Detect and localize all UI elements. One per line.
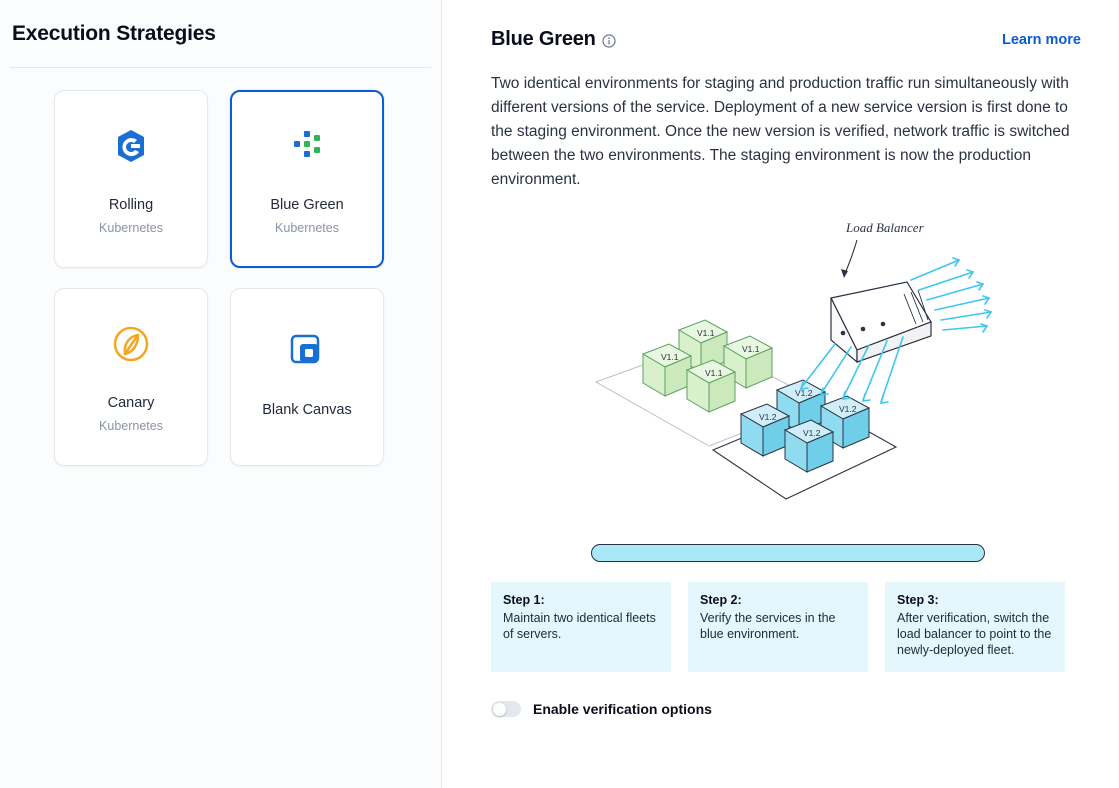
strategy-card-sub: Kubernetes: [99, 418, 163, 433]
execution-strategies-panel: [0, 0, 442, 788]
detail-description: Two identical environments for staging and production traffic run simultaneously with different versions of the service. Deployment of a new service version is first done to the staging environment. Once the new version is verified, network traffic is switched between the two environments. The staging environment is now the production environment.: [491, 75, 1070, 188]
strategy-card-canary[interactable]: [54, 288, 208, 466]
detail-title-group: [491, 28, 616, 51]
svg-text:V1.2: V1.2: [795, 388, 813, 398]
load-balancer-label: Load Balancer: [846, 220, 924, 235]
detail-title: Blue Green: [491, 28, 596, 50]
toggle-knob: [493, 703, 506, 716]
strategy-card-blue-green[interactable]: [230, 90, 384, 268]
rolling-icon: [108, 123, 154, 169]
strategy-card-rolling[interactable]: [54, 90, 208, 268]
page-title: Execution Strategies: [12, 22, 216, 45]
traffic-progress-bar: [591, 544, 985, 562]
svg-text:V1.2: V1.2: [839, 404, 857, 414]
blue-green-icon: [284, 123, 330, 169]
step-card: [491, 582, 671, 672]
strategy-card-label: Blue Green: [270, 197, 344, 214]
strategy-card-label: Blank Canvas: [262, 402, 352, 419]
svg-text:V1.1: V1.1: [742, 344, 760, 354]
svg-text:V1.1: V1.1: [705, 368, 723, 378]
strategy-card-blank-canvas[interactable]: [230, 288, 384, 466]
canary-icon: [108, 321, 154, 367]
step-body: After verification, switch the load balancer to point to the newly-deployed fleet.: [897, 611, 1052, 657]
blue-green-diagram: [491, 202, 1091, 572]
step-title: Step 3:: [897, 593, 939, 607]
enable-verification-label: Enable verification options: [533, 701, 712, 717]
info-circle-icon[interactable]: [602, 34, 616, 48]
strategy-card-grid: [0, 68, 441, 466]
learn-more-link[interactable]: Learn more: [1002, 31, 1081, 48]
step-title: Step 2:: [700, 593, 742, 607]
strategy-card-label: Canary: [107, 395, 155, 412]
svg-text:V1.2: V1.2: [759, 412, 777, 422]
strategy-card-sub: Kubernetes: [99, 220, 163, 235]
svg-text:V1.1: V1.1: [661, 352, 679, 362]
step-card: [885, 582, 1065, 672]
verification-options-row: [491, 701, 1081, 717]
enable-verification-toggle[interactable]: [491, 701, 521, 717]
svg-text:V1.2: V1.2: [803, 428, 821, 438]
svg-text:V1.1: V1.1: [697, 328, 715, 338]
step-body: Verify the services in the blue environment.: [700, 611, 836, 641]
steps-list: [491, 582, 1081, 672]
strategy-card-sub: Kubernetes: [275, 220, 339, 235]
detail-header: [491, 0, 1081, 51]
strategy-detail-panel: [442, 0, 1119, 788]
blank-canvas-icon: [284, 328, 330, 374]
step-body: Maintain two identical fleets of servers.: [503, 611, 656, 641]
strategy-card-label: Rolling: [108, 197, 154, 214]
step-card: [688, 582, 868, 672]
step-title: Step 1:: [503, 593, 545, 607]
